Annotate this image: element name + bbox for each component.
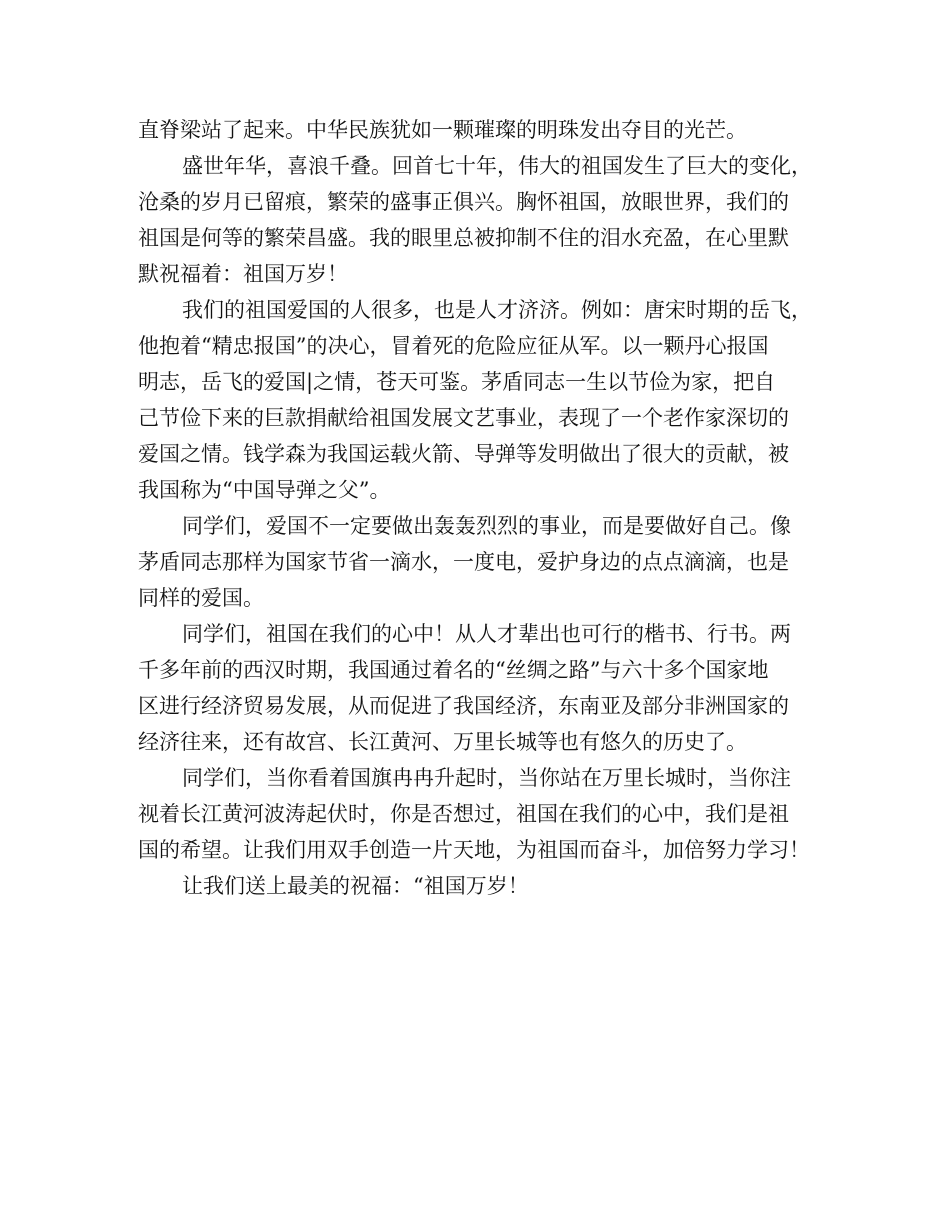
text-line: 我国称为“中国导弹之父”。 [138, 478, 391, 502]
text-line: 爱国之情。钱学森为我国运载火箭、导弹等发明做出了很大的贡献，被 [138, 442, 789, 466]
text-line: 千多年前的西汉时期，我国通过着名的“丝绸之路”与六十多个国家地 [138, 658, 769, 682]
text-line: 他抱着“精忠报国”的决心，冒着死的危险应征从军。以一颗丹心报国 [138, 334, 769, 358]
text-line: 国的希望。让我们用双手创造一片天地，为祖国而奋斗，加倍努力学习！ [138, 838, 810, 862]
text-line: 盛世年华，喜浪千叠。回首七十年，伟大的祖国发生了巨大的变化， [182, 154, 812, 178]
text-line: 默祝福着：祖国万岁！ [138, 262, 348, 286]
text-line: 茅盾同志那样为国家节省一滴水，一度电，爱护身边的点点滴滴，也是 [138, 550, 789, 574]
text-line: 己节俭下来的巨款捐献给祖国发展文艺事业，表现了一个老作家深切的 [138, 406, 789, 430]
text-line: 祖国是何等的繁荣昌盛。我的眼里总被抑制不住的泪水充盈，在心里默 [138, 226, 789, 250]
text-line: 同学们，祖国在我们的心中！从人才辈出也可行的楷书、行书。两 [182, 622, 791, 646]
text-line: 同学们，当你看着国旗冉冉升起时，当你站在万里长城时，当你注 [182, 766, 791, 790]
text-line: 视着长江黄河波涛起伏时，你是否想过，祖国在我们的心中，我们是祖 [138, 802, 789, 826]
text-line: 经济往来，还有故宫、长江黄河、万里长城等也有悠久的历史了。 [138, 730, 747, 754]
text-line: 明志，岳飞的爱国|之情，苍天可鉴。茅盾同志一生以节俭为家，把自 [138, 370, 776, 394]
document-body [138, 112, 828, 904]
text-line: 直脊梁站了起来。中华民族犹如一颗璀璨的明珠发出夺目的光芒。 [138, 118, 747, 142]
text-line: 同学们，爱国不一定要做出轰轰烈烈的事业，而是要做好自己。像 [182, 514, 791, 538]
text-line: 区进行经济贸易发展，从而促进了我国经济，东南亚及部分非洲国家的 [138, 694, 789, 718]
text-line: 同样的爱国。 [138, 586, 264, 610]
text-line: 让我们送上最美的祝福：“祖国万岁！ [182, 874, 529, 898]
text-line: 我们的祖国爱国的人很多，也是人才济济。例如：唐宋时期的岳飞， [182, 298, 812, 322]
text-line: 沧桑的岁月已留痕，繁荣的盛事正俱兴。胸怀祖国，放眼世界，我们的 [138, 190, 789, 214]
